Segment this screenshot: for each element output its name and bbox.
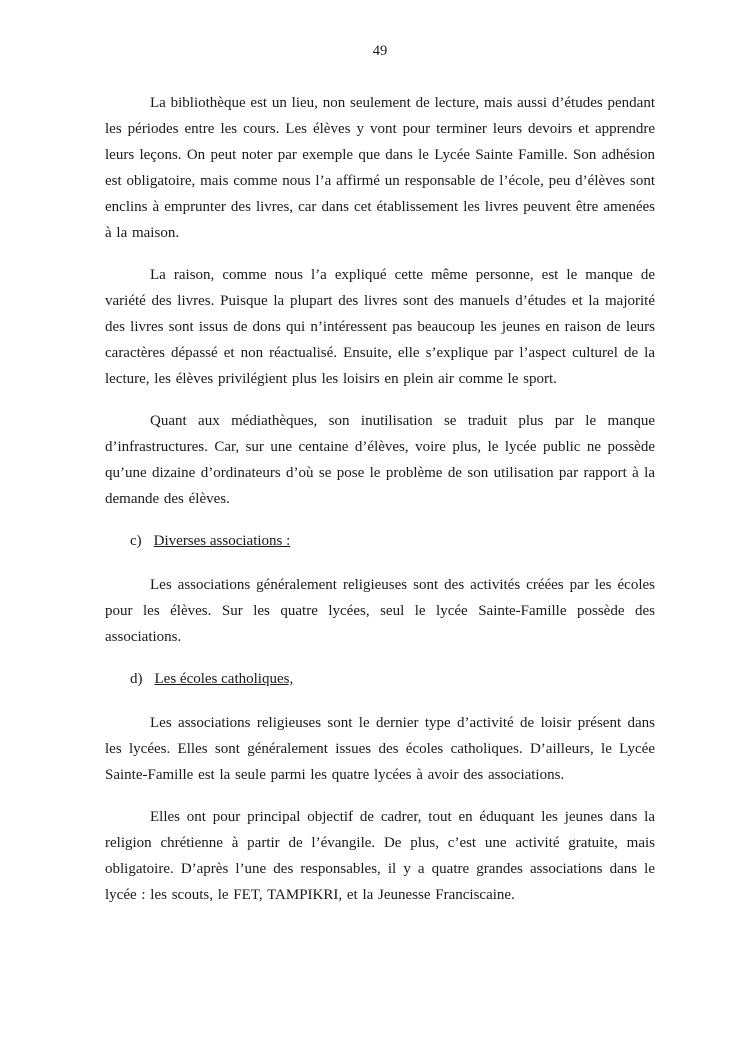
paragraph-library: La bibliothèque est un lieu, non seulement de lecture, mais aussi d’études pendant les périodes entre les cours. Les élèves y vont pour terminer leurs devoirs et apprendre leurs leçons. On peut noter par exemple que dans le Lycée Sainte Famille. Son adhésion est obligatoire, mais comme nous l’a affirmé un responsable de l’école, peu d’élèves sont enclins à emprunter des livres, car dans cet établissement les livres peuvent être amenées à la maison.: [105, 95, 655, 241]
heading-marker-c: c): [130, 533, 142, 549]
section-heading-d: [105, 666, 655, 692]
paragraph-objectif: Elles ont pour principal objectif de cadrer, tout en éduquant les jeunes dans la religion chrétienne à partir de l’évangile. De plus, c’est une activité gratuite, mais obligatoire. D’après l’une des responsables, il y a quatre grandes associations dans le lycée : les scouts, le FET, TAMPIKRI, et la Jeunesse Franciscaine.: [105, 809, 655, 903]
paragraph-reason: La raison, comme nous l’a expliqué cette même personne, est le manque de variété des livres. Puisque la plupart des livres sont des manuels d’études et la majorité des livres sont issus de dons qui n’intéressent pas beaucoup les jeunes en raison de leurs caractères dépassé et non réactualisé. Ensuite, elle s’explique par l’aspect culturel de la lecture, les élèves privilégient plus les loisirs en plein air comme le sport.: [105, 267, 655, 387]
heading-text-diverses-associations: Diverses associations :: [153, 533, 291, 549]
paragraph-associations: Les associations généralement religieuses sont des activités créées par les écoles pour les élèves. Sur les quatre lycées, seul le lycée Sainte-Famille possède des associations.: [105, 577, 655, 645]
heading-marker-d: d): [130, 671, 143, 687]
paragraph-mediatheques: Quant aux médiathèques, son inutilisation se traduit plus par le manque d’infrastructures. Car, sur une centaine d’élèves, voire plus, le lycée public ne possède qu’une dizaine d’ordinateurs d’où se pose le problème de son utilisation par rapport à la demande des élèves.: [105, 413, 655, 507]
page-number: 49: [372, 43, 388, 59]
heading-text-ecoles-catholiques: Les écoles catholiques,: [154, 671, 294, 687]
section-heading-c: [105, 528, 655, 554]
paragraph-associations-religieuses: Les associations religieuses sont le dernier type d’activité de loisir présent dans les lycées. Elles sont généralement issues des écoles catholiques. D’ailleurs, le Lycée Sainte-Famille est la seule parmi les quatre lycées à avoir des associations.: [105, 715, 655, 783]
